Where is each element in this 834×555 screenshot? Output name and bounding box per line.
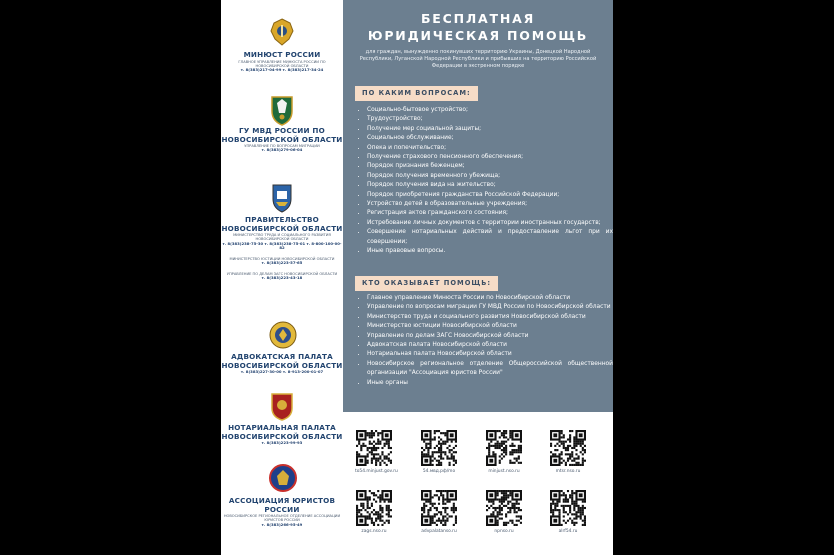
list-item: • Иные правовые вопросы. xyxy=(367,247,613,256)
list-item: • Опека и попечительство; xyxy=(367,144,613,153)
organizations-column xyxy=(221,0,343,555)
list-item: • Социальное обслуживание; xyxy=(367,134,613,143)
page-subtitle: для граждан, вынужденно покинувших территорию Украины, Донецкой Народной Республики, Луганской Народной Республики и прибывших на территорию Российской Федерации в экстренном порядке xyxy=(359,49,597,69)
org-phone: т. 8(383)238-75-30 т. 8(383)238-75-01 т. 8-800-100-00-82 xyxy=(222,240,342,251)
list-item: • Порядок получения вида на жительство; xyxy=(367,181,613,190)
org-name: АДВОКАТСКАЯ ПАЛАТА НОВОСИБИРСКОЙ ОБЛАСТИ xyxy=(221,352,343,370)
qr-code[interactable] xyxy=(485,490,523,534)
qr-code[interactable] xyxy=(549,430,587,474)
qr-code[interactable] xyxy=(420,430,458,474)
org-minjust xyxy=(221,17,343,73)
providers-heading: КТО ОКАЗЫВАЕТ ПОМОЩЬ: xyxy=(355,276,498,291)
coat-of-arms-icon xyxy=(268,93,296,123)
list-item: • Новосибирское региональное отделение Общероссийской общественной организации "Ассоциация юристов России" xyxy=(367,360,613,379)
list-item: • Совершение нотариальных действий и предоставление льгот при их совершении; xyxy=(367,228,613,247)
list-item: • Иные органы xyxy=(367,379,613,388)
qr-code-label: zags.nso.ru xyxy=(361,529,387,534)
org-mvd xyxy=(221,93,343,153)
list-item: • Министерство юстиции Новосибирской области xyxy=(367,322,613,331)
org-subtitle: МИНИСТЕРСТВО ТРУДА И СОЦИАЛЬНОГО РАЗВИТИЯ НОВОСИБИРСКОЙ ОБЛАСТИ xyxy=(233,233,331,242)
providers-list xyxy=(355,294,613,388)
qr-code-label: to54.minjust.gov.ru xyxy=(355,469,398,474)
org-government xyxy=(221,182,343,281)
org-name: НОТАРИАЛЬНАЯ ПАЛАТА НОВОСИБИРСКОЙ ОБЛАСТИ xyxy=(221,423,343,441)
list-item: • Управление по делам ЗАГС Новосибирской области xyxy=(367,332,613,341)
list-item: • Порядок признания беженцем; xyxy=(367,162,613,171)
qr-code-image[interactable] xyxy=(421,430,457,466)
qr-code-image[interactable] xyxy=(356,490,392,526)
qr-code-image[interactable] xyxy=(550,490,586,526)
info-panel xyxy=(343,0,613,412)
questions-heading: ПО КАКИМ ВОПРОСАМ: xyxy=(355,86,478,101)
qr-code-image[interactable] xyxy=(486,430,522,466)
qr-code-label: 54.мвд.рф/mo xyxy=(422,469,456,474)
list-item: • Порядок приобретения гражданства Российской Федерации; xyxy=(367,191,613,200)
org-subtitle-3: УПРАВЛЕНИЕ ПО ДЕЛАМ ЗАГС НОВОСИБИРСКОЙ ОБЛАСТИ xyxy=(226,272,338,276)
bar-association-icon xyxy=(268,319,296,349)
qr-code[interactable] xyxy=(549,490,587,534)
title-line-2: ЮРИДИЧЕСКАЯ ПОМОЩЬ xyxy=(367,28,589,43)
qr-code[interactable] xyxy=(485,430,523,474)
list-item: • Адвокатская палата Новосибирской области xyxy=(367,341,613,350)
questions-list xyxy=(355,106,613,257)
qr-code[interactable] xyxy=(355,430,398,474)
org-phone: т. 8(383)227-30-00 т. 8-913-200-01-07 xyxy=(240,369,324,374)
org-phone: т. 8(383)279-06-04 xyxy=(261,147,303,153)
qr-code-label: advpalatanso.ru xyxy=(421,529,457,534)
qr-code-image[interactable] xyxy=(550,430,586,466)
list-item: • Устройство детей в образовательные учреждения; xyxy=(367,200,613,209)
list-item: • Министерство труда и социального развития Новосибирской области xyxy=(367,313,613,322)
org-lawyers xyxy=(221,463,343,527)
org-name: АССОЦИАЦИЯ ЮРИСТОВ РОССИИ xyxy=(228,496,336,514)
lawyers-association-icon xyxy=(268,463,296,493)
poster xyxy=(221,0,613,555)
page-title xyxy=(343,10,613,44)
list-item: • Истребование личных документов с территории иностранных государств; xyxy=(367,219,613,228)
list-item: • Главное управление Минюста России по Новосибирской области xyxy=(367,294,613,303)
list-item: • Получение страхового пенсионного обеспечения; xyxy=(367,153,613,162)
title-line-1: БЕСПЛАТНАЯ xyxy=(420,11,536,26)
eagle-emblem-icon xyxy=(268,17,296,47)
regional-arms-icon xyxy=(268,182,296,212)
qr-code-label: alrf54.ru xyxy=(558,529,578,534)
org-subtitle: ГЛАВНОЕ УПРАВЛЕНИЕ МИНЮСТА РОССИИ ПО НОВОСИБИРСКОЙ ОБЛАСТИ xyxy=(238,59,326,68)
org-phone: т. 8(383)266-95-49 xyxy=(261,521,303,527)
qr-code[interactable] xyxy=(355,490,393,534)
org-notary xyxy=(221,390,343,446)
org-phone-3: т. 8(383)223-43-18 xyxy=(261,275,303,281)
qr-code-image[interactable] xyxy=(486,490,522,526)
list-item: • Трудоустройство; xyxy=(367,115,613,124)
list-item: • Порядок получения временного убежища; xyxy=(367,172,613,181)
org-phone: т. 8(383)217-04-99 т. 8(383)217-34-24 xyxy=(240,67,324,73)
list-item: • Управление по вопросам миграции ГУ МВД России по Новосибирской области xyxy=(367,303,613,312)
list-item: • Социально-бытовое устройство; xyxy=(367,106,613,115)
org-name: ПРАВИТЕЛЬСТВО НОВОСИБИРСКОЙ ОБЛАСТИ xyxy=(221,215,343,233)
notary-emblem-icon xyxy=(268,390,296,420)
org-name: ГУ МВД РОССИИ ПО НОВОСИБИРСКОЙ ОБЛАСТИ xyxy=(221,126,343,144)
qr-section xyxy=(343,412,613,555)
qr-code-image[interactable] xyxy=(421,490,457,526)
org-phone: т. 8(383)223-99-93 xyxy=(261,440,303,445)
org-advocates xyxy=(221,319,343,375)
org-subtitle: УПРАВЛЕНИЕ ПО ВОПРОСАМ МИГРАЦИИ xyxy=(244,144,320,148)
org-name: МИНЮСТ РОССИИ xyxy=(243,50,321,59)
list-item: • Получение мер социальной защиты; xyxy=(367,125,613,134)
list-item: • Нотариальная палата Новосибирской области xyxy=(367,350,613,359)
org-subtitle-2: МИНИСТЕРСТВО ЮСТИЦИИ НОВОСИБИРСКОЙ ОБЛАСТИ xyxy=(229,257,335,261)
org-phone-2: т. 8(383)223-57-65 xyxy=(261,260,303,266)
org-subtitle: НОВОСИБИРСКОЕ РЕГИОНАЛЬНОЕ ОТДЕЛЕНИЕ АССОЦИАЦИИ ЮРИСТОВ РОССИИ xyxy=(223,514,341,523)
qr-code[interactable] xyxy=(420,490,458,534)
list-item: • Регистрация актов гражданского состояния; xyxy=(367,209,613,218)
qr-code-label: minjust.nso.ru xyxy=(488,469,520,474)
qr-code-image[interactable] xyxy=(356,430,392,466)
qr-code-label: npnso.ru xyxy=(494,529,514,534)
qr-code-label: mtsr.nso.ru xyxy=(555,469,581,474)
